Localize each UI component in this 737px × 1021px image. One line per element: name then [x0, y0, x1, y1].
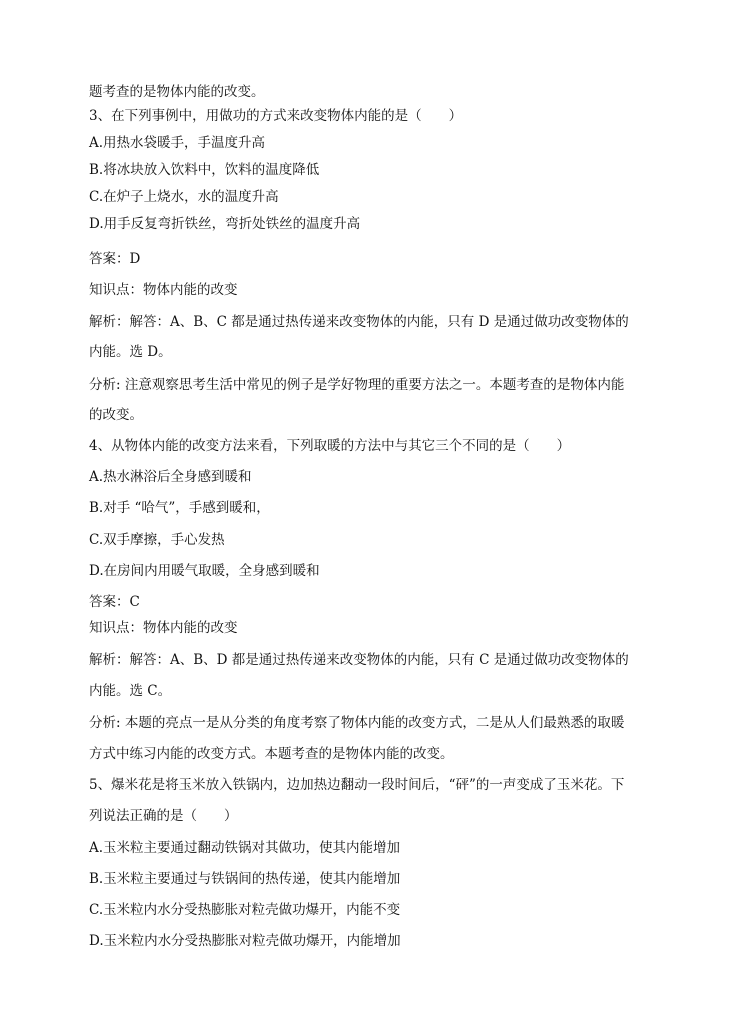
- question-4-analysis-line-1: 分析: 本题的亮点一是从分类的角度考察了物体内能的改变方式，二是从人们最熟悉的取暖: [89, 715, 625, 731]
- question-5-option-d: D.玉米粒内水分受热膨胀对粒壳做功爆开，内能增加: [89, 933, 401, 949]
- question-4-option-a: A.热水淋浴后全身感到暖和: [89, 469, 252, 485]
- question-4-option-c: C.双手摩擦，手心发热: [89, 532, 225, 548]
- question-5-stem-line-2: 列说法正确的是（ ）: [89, 808, 238, 824]
- question-5-option-a: A.玉米粒主要通过翻动铁锅对其做功，使其内能增加: [89, 840, 401, 856]
- question-3-option-c: C.在炉子上烧水，水的温度升高: [89, 189, 279, 205]
- question-3-option-d: D.用手反复弯折铁丝，弯折处铁丝的温度升高: [89, 216, 361, 232]
- question-4-analysis-line-2: 方式中练习内能的改变方式。本题考查的是物体内能的改变。: [89, 746, 454, 762]
- question-4-explanation-line-1: 解析：解答：A、B、D 都是通过热传递来改变物体的内能，只有 C 是通过做功改变物体的: [89, 652, 629, 668]
- question-3-explanation-line-2: 内能。选 D。: [89, 344, 172, 360]
- question-3-option-b: B.将冰块放入饮料中，饮料的温度降低: [89, 162, 320, 178]
- question-3-knowledge-point: 知识点：物体内能的改变: [89, 282, 238, 298]
- question-4-knowledge-point: 知识点：物体内能的改变: [89, 620, 238, 636]
- question-4-stem: 4、从物体内能的改变方法来看，下列取暖的方法中与其它三个不同的是（ ）: [89, 438, 571, 454]
- question-4-option-d: D.在房间内用暖气取暖，全身感到暖和: [89, 563, 320, 579]
- question-4-explanation-line-2: 内能。选 C。: [89, 683, 172, 699]
- question-3-option-a: A.用热水袋暖手，手温度升高: [89, 135, 266, 151]
- intro-text: 题考查的是物体内能的改变。: [89, 84, 265, 100]
- question-5-option-c: C.玉米粒内水分受热膨胀对粒壳做功爆开，内能不变: [89, 902, 401, 918]
- question-3-analysis-line-1: 分析: 注意观察思考生活中常见的例子是学好物理的重要方法之一。本题考查的是物体内能: [89, 377, 625, 393]
- question-3-stem: 3、在下列事例中，用做功的方式来改变物体内能的是（ ）: [89, 108, 463, 124]
- question-4-answer: 答案：C: [89, 594, 140, 610]
- question-5-option-b: B.玉米粒主要通过与铁锅间的热传递，使其内能增加: [89, 871, 401, 887]
- question-3-analysis-line-2: 的改变。: [89, 407, 143, 423]
- question-3-answer: 答案：D: [89, 251, 141, 267]
- question-4-option-b: B.对手 “哈气”，手感到暖和，: [89, 500, 270, 516]
- question-3-explanation-line-1: 解析：解答：A、B、C 都是通过热传递来改变物体的内能，只有 D 是通过做功改变物体的: [89, 314, 629, 330]
- question-5-stem-line-1: 5、爆米花是将玉米放入铁锅内，边加热边翻动一段时间后，“砰”的一声变成了玉米花。下: [89, 777, 625, 793]
